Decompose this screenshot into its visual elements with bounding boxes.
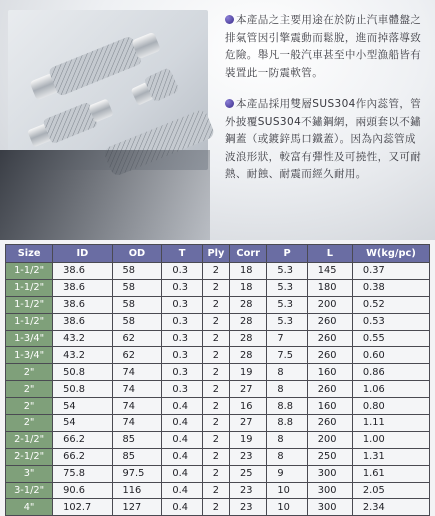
table-cell: 0.52 bbox=[352, 296, 429, 313]
table-cell: 54 bbox=[53, 398, 112, 415]
table-cell: 9 bbox=[267, 465, 307, 482]
table-cell: 23 bbox=[230, 448, 267, 465]
column-header: ID bbox=[53, 245, 112, 263]
size-cell: 1-1/2" bbox=[6, 279, 53, 296]
table-row bbox=[6, 482, 430, 499]
table-cell: 5.3 bbox=[267, 263, 307, 280]
size-cell: 2-1/2" bbox=[6, 448, 53, 465]
table-row bbox=[6, 431, 430, 448]
table-cell: 0.80 bbox=[352, 398, 429, 415]
size-cell: 1-1/2" bbox=[6, 296, 53, 313]
table-cell: 2 bbox=[202, 330, 229, 347]
spec-header-row bbox=[6, 245, 430, 263]
table-cell: 0.3 bbox=[162, 279, 202, 296]
table-row bbox=[6, 364, 430, 381]
table-cell: 116 bbox=[112, 482, 162, 499]
table-cell: 5.3 bbox=[267, 296, 307, 313]
flexible-pipe-photo bbox=[8, 10, 208, 170]
table-cell: 260 bbox=[307, 347, 352, 364]
flexible-pipes-image bbox=[8, 10, 208, 170]
table-cell: 0.4 bbox=[162, 431, 202, 448]
table-cell: 2 bbox=[202, 482, 229, 499]
column-header: L bbox=[307, 245, 352, 263]
table-cell: 102.7 bbox=[53, 499, 112, 516]
table-cell: 200 bbox=[307, 296, 352, 313]
table-cell: 2 bbox=[202, 415, 229, 432]
table-cell: 85 bbox=[112, 448, 162, 465]
table-cell: 8.8 bbox=[267, 398, 307, 415]
table-row bbox=[6, 381, 430, 398]
table-cell: 2 bbox=[202, 279, 229, 296]
table-cell: 19 bbox=[230, 364, 267, 381]
table-row bbox=[6, 465, 430, 482]
column-header: Ply bbox=[202, 245, 229, 263]
table-cell: 16 bbox=[230, 398, 267, 415]
size-cell: 3-1/2" bbox=[6, 482, 53, 499]
table-cell: 2 bbox=[202, 313, 229, 330]
table-cell: 7.5 bbox=[267, 347, 307, 364]
table-cell: 74 bbox=[112, 415, 162, 432]
column-header: P bbox=[267, 245, 307, 263]
table-cell: 160 bbox=[307, 398, 352, 415]
table-cell: 8 bbox=[267, 448, 307, 465]
table-cell: 10 bbox=[267, 482, 307, 499]
size-cell: 1-3/4" bbox=[6, 330, 53, 347]
table-cell: 2 bbox=[202, 448, 229, 465]
table-cell: 0.37 bbox=[352, 263, 429, 280]
table-cell: 0.4 bbox=[162, 415, 202, 432]
table-cell: 7 bbox=[267, 330, 307, 347]
table-cell: 38.6 bbox=[53, 296, 112, 313]
table-row bbox=[6, 279, 430, 296]
table-cell: 300 bbox=[307, 465, 352, 482]
table-cell: 19 bbox=[230, 431, 267, 448]
table-cell: 300 bbox=[307, 482, 352, 499]
table-cell: 0.3 bbox=[162, 381, 202, 398]
table-cell: 85 bbox=[112, 431, 162, 448]
size-cell: 3" bbox=[6, 465, 53, 482]
table-cell: 160 bbox=[307, 364, 352, 381]
table-row bbox=[6, 263, 430, 280]
table-cell: 2 bbox=[202, 364, 229, 381]
table-cell: 54 bbox=[53, 415, 112, 432]
table-cell: 250 bbox=[307, 448, 352, 465]
size-cell: 2" bbox=[6, 364, 53, 381]
size-cell: 1-1/2" bbox=[6, 313, 53, 330]
table-cell: 23 bbox=[230, 499, 267, 516]
table-cell: 8 bbox=[267, 431, 307, 448]
table-cell: 90.6 bbox=[53, 482, 112, 499]
table-cell: 127 bbox=[112, 499, 162, 516]
table-cell: 58 bbox=[112, 313, 162, 330]
table-cell: 1.61 bbox=[352, 465, 429, 482]
table-cell: 0.4 bbox=[162, 448, 202, 465]
table-cell: 43.2 bbox=[53, 347, 112, 364]
size-cell: 2" bbox=[6, 415, 53, 432]
table-cell: 1.00 bbox=[352, 431, 429, 448]
table-cell: 38.6 bbox=[53, 313, 112, 330]
table-row bbox=[6, 415, 430, 432]
size-cell: 2" bbox=[6, 398, 53, 415]
size-cell: 2-1/2" bbox=[6, 431, 53, 448]
table-cell: 260 bbox=[307, 381, 352, 398]
table-cell: 10 bbox=[267, 499, 307, 516]
table-cell: 74 bbox=[112, 398, 162, 415]
table-cell: 27 bbox=[230, 415, 267, 432]
table-cell: 62 bbox=[112, 347, 162, 364]
table-row bbox=[6, 313, 430, 330]
table-cell: 2 bbox=[202, 263, 229, 280]
table-row bbox=[6, 398, 430, 415]
table-cell: 0.3 bbox=[162, 330, 202, 347]
table-cell: 2 bbox=[202, 398, 229, 415]
table-cell: 27 bbox=[230, 381, 267, 398]
product-description bbox=[225, 12, 423, 198]
table-cell: 2.05 bbox=[352, 482, 429, 499]
table-cell: 38.6 bbox=[53, 263, 112, 280]
table-cell: 145 bbox=[307, 263, 352, 280]
table-cell: 66.2 bbox=[53, 448, 112, 465]
purple-dot-bullet-icon bbox=[225, 15, 234, 24]
description-text-2: 本產品採用雙層SUS304作內蕊管，管外披覆SUS304不鏽鋼網，兩頭套以不鏽鋼蓋（或鍍鋅馬口鐵蓋）。因為內蕊管成波浪形狀，較富有彈性及可撓性，又可耐熱、耐蝕、耐震而經久耐用。 bbox=[225, 98, 422, 180]
table-cell: 260 bbox=[307, 330, 352, 347]
table-cell: 1.11 bbox=[352, 415, 429, 432]
table-cell: 2 bbox=[202, 381, 229, 398]
table-cell: 1.31 bbox=[352, 448, 429, 465]
table-row bbox=[6, 347, 430, 364]
table-cell: 8 bbox=[267, 381, 307, 398]
spec-table bbox=[5, 244, 430, 516]
table-cell: 0.3 bbox=[162, 364, 202, 381]
spec-table-body bbox=[6, 263, 430, 516]
table-row bbox=[6, 296, 430, 313]
table-cell: 0.3 bbox=[162, 347, 202, 364]
table-cell: 28 bbox=[230, 347, 267, 364]
table-cell: 1.06 bbox=[352, 381, 429, 398]
table-cell: 0.3 bbox=[162, 296, 202, 313]
table-cell: 38.6 bbox=[53, 279, 112, 296]
banner-shadow bbox=[0, 150, 210, 240]
table-cell: 74 bbox=[112, 364, 162, 381]
purple-dot-bullet-icon bbox=[225, 99, 234, 108]
table-cell: 0.4 bbox=[162, 499, 202, 516]
table-cell: 18 bbox=[230, 279, 267, 296]
table-cell: 0.4 bbox=[162, 465, 202, 482]
size-cell: 1-1/2" bbox=[6, 263, 53, 280]
column-header: Corr bbox=[230, 245, 267, 263]
table-cell: 18 bbox=[230, 263, 267, 280]
size-cell: 4" bbox=[6, 499, 53, 516]
product-banner bbox=[0, 0, 435, 240]
table-cell: 0.60 bbox=[352, 347, 429, 364]
table-cell: 0.53 bbox=[352, 313, 429, 330]
table-row bbox=[6, 448, 430, 465]
table-row bbox=[6, 499, 430, 516]
column-header: Size bbox=[6, 245, 53, 263]
table-cell: 0.3 bbox=[162, 313, 202, 330]
description-paragraph-2 bbox=[225, 96, 423, 184]
table-cell: 2 bbox=[202, 499, 229, 516]
table-cell: 8 bbox=[267, 364, 307, 381]
column-header: T bbox=[162, 245, 202, 263]
table-cell: 50.8 bbox=[53, 364, 112, 381]
table-cell: 43.2 bbox=[53, 330, 112, 347]
table-cell: 200 bbox=[307, 431, 352, 448]
table-cell: 50.8 bbox=[53, 381, 112, 398]
column-header: W(kg/pc) bbox=[352, 245, 429, 263]
table-cell: 0.3 bbox=[162, 263, 202, 280]
table-cell: 0.38 bbox=[352, 279, 429, 296]
table-cell: 2 bbox=[202, 347, 229, 364]
table-cell: 0.4 bbox=[162, 398, 202, 415]
table-cell: 28 bbox=[230, 330, 267, 347]
table-cell: 58 bbox=[112, 263, 162, 280]
table-cell: 300 bbox=[307, 499, 352, 516]
size-cell: 1-3/4" bbox=[6, 347, 53, 364]
table-cell: 28 bbox=[230, 296, 267, 313]
table-cell: 8.8 bbox=[267, 415, 307, 432]
table-cell: 0.55 bbox=[352, 330, 429, 347]
table-cell: 74 bbox=[112, 381, 162, 398]
table-cell: 5.3 bbox=[267, 313, 307, 330]
table-row bbox=[6, 330, 430, 347]
table-cell: 23 bbox=[230, 482, 267, 499]
table-cell: 2.34 bbox=[352, 499, 429, 516]
table-cell: 58 bbox=[112, 296, 162, 313]
table-cell: 58 bbox=[112, 279, 162, 296]
table-cell: 0.86 bbox=[352, 364, 429, 381]
table-cell: 2 bbox=[202, 431, 229, 448]
table-cell: 5.3 bbox=[267, 279, 307, 296]
table-cell: 62 bbox=[112, 330, 162, 347]
table-cell: 25 bbox=[230, 465, 267, 482]
table-cell: 0.4 bbox=[162, 482, 202, 499]
table-cell: 260 bbox=[307, 415, 352, 432]
description-text-1: 本產品之主要用途在於防止汽車體盤之排氣管因引擎震動而鬆脫，進而掉落導致危險。舉凡一般汽車甚至中小型漁船皆有裝置此一防震軟管。 bbox=[225, 14, 422, 79]
table-cell: 180 bbox=[307, 279, 352, 296]
table-cell: 260 bbox=[307, 313, 352, 330]
size-cell: 2" bbox=[6, 381, 53, 398]
table-cell: 97.5 bbox=[112, 465, 162, 482]
table-cell: 66.2 bbox=[53, 431, 112, 448]
description-paragraph-1 bbox=[225, 12, 423, 82]
table-cell: 2 bbox=[202, 465, 229, 482]
column-header: OD bbox=[112, 245, 162, 263]
table-cell: 28 bbox=[230, 313, 267, 330]
table-cell: 2 bbox=[202, 296, 229, 313]
table-cell: 75.8 bbox=[53, 465, 112, 482]
